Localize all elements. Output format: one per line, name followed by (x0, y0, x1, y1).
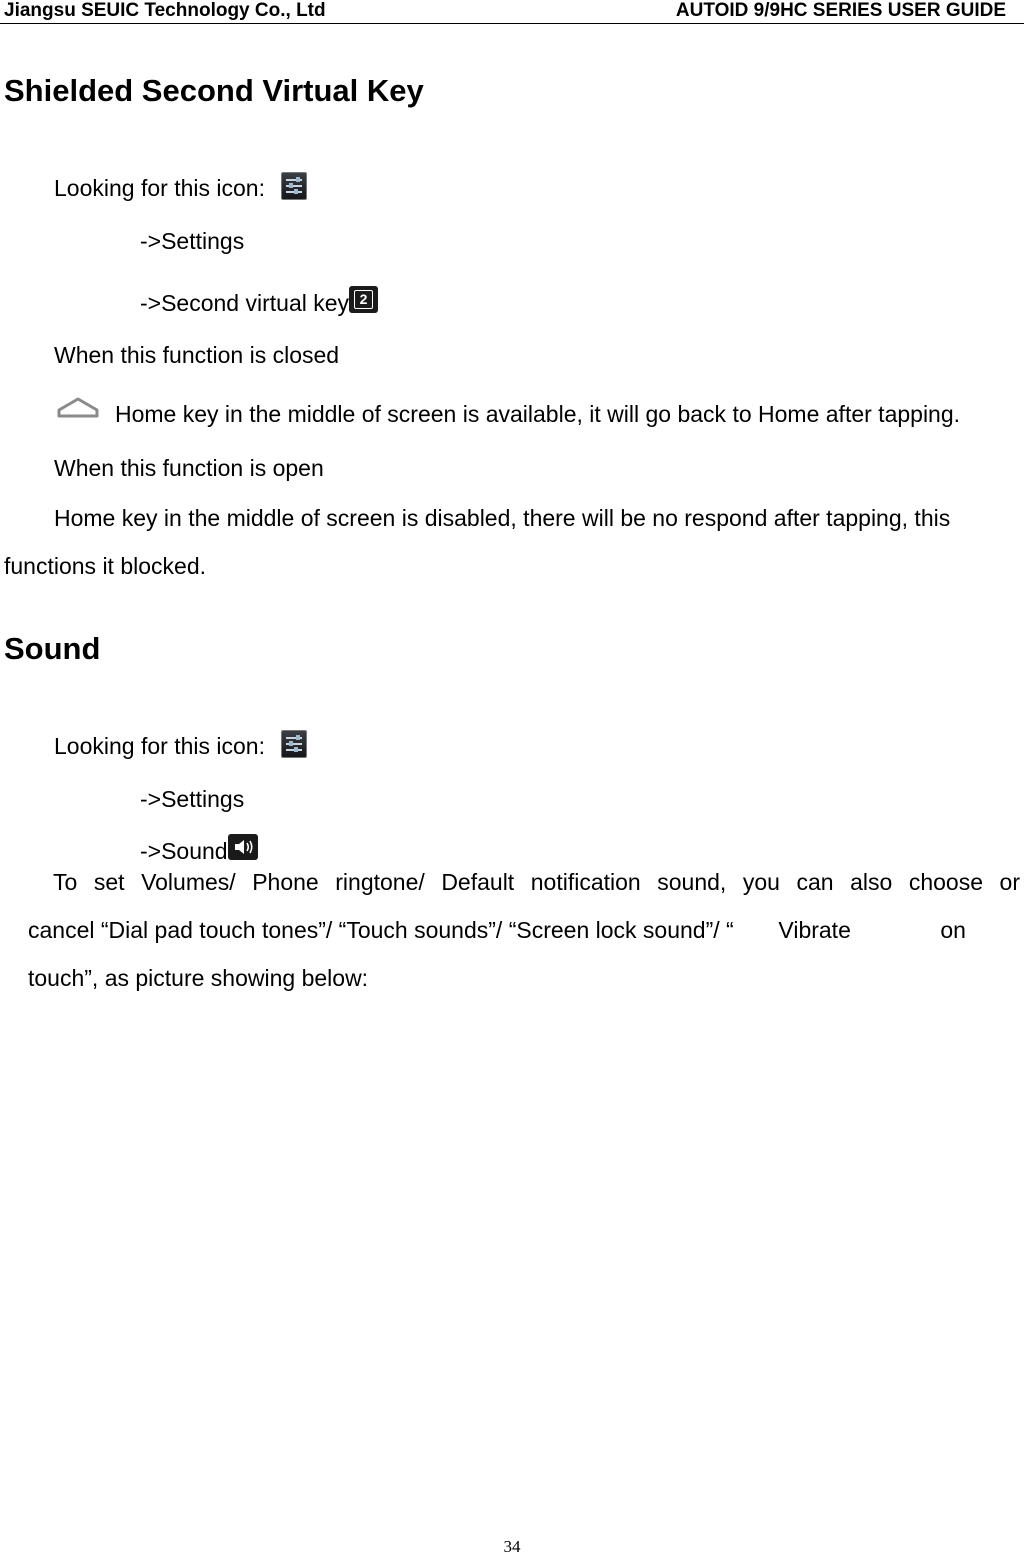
closed-label: When this function is closed (54, 342, 340, 368)
settings-app-icon (281, 172, 307, 200)
sound-paragraph-line2: cancel “Dial pad touch tones”/ “Touch sounds”/ “Screen lock sound”/ “ Vibrate on (28, 917, 966, 943)
closed-description: Home key in the middle of screen is available, it will go back to Home after tapping. (115, 401, 961, 427)
step-settings-sound: ->Settings (140, 786, 245, 812)
header-company: Jiangsu SEUIC Technology Co., Ltd (4, 0, 326, 21)
looking-for-icon-text-sound: Looking for this icon: (54, 733, 265, 759)
looking-for-icon-line (54, 172, 307, 202)
looking-for-icon-line-sound (54, 730, 307, 760)
open-description-line1: Home key in the middle of screen is disabled, there will be no respond after tapping, this (54, 505, 951, 531)
step-second-virtual-key-text: ->Second virtual key (140, 290, 350, 316)
step-sound-text: ->Sound (140, 838, 228, 864)
step-settings: ->Settings (140, 228, 245, 254)
speaker-icon (228, 834, 258, 860)
sound-paragraph-line3: touch”, as picture showing below: (28, 965, 369, 991)
section-title-sound: Sound (4, 631, 101, 666)
sound-paragraph-line1: To set Volumes/ Phone ringtone/ Default notification sound, you can also choose or (53, 869, 1020, 895)
second-key-number: 2 (354, 290, 373, 309)
second-virtual-key-icon (349, 286, 378, 313)
header-divider (0, 23, 1024, 24)
open-description-line2: functions it blocked. (4, 553, 207, 579)
home-key-icon (56, 394, 100, 422)
section-title-shielded-second-virtual-key: Shielded Second Virtual Key (4, 73, 424, 108)
page-number: 34 (503, 1537, 521, 1556)
settings-app-icon (281, 730, 307, 758)
looking-for-icon-text: Looking for this icon: (54, 175, 265, 201)
sound-paragraph (28, 858, 1020, 1002)
step-second-virtual-key (140, 286, 378, 317)
header-guide-title: AUTOID 9/9HC SERIES USER GUIDE (675, 0, 1006, 21)
open-label: When this function is open (54, 455, 324, 481)
